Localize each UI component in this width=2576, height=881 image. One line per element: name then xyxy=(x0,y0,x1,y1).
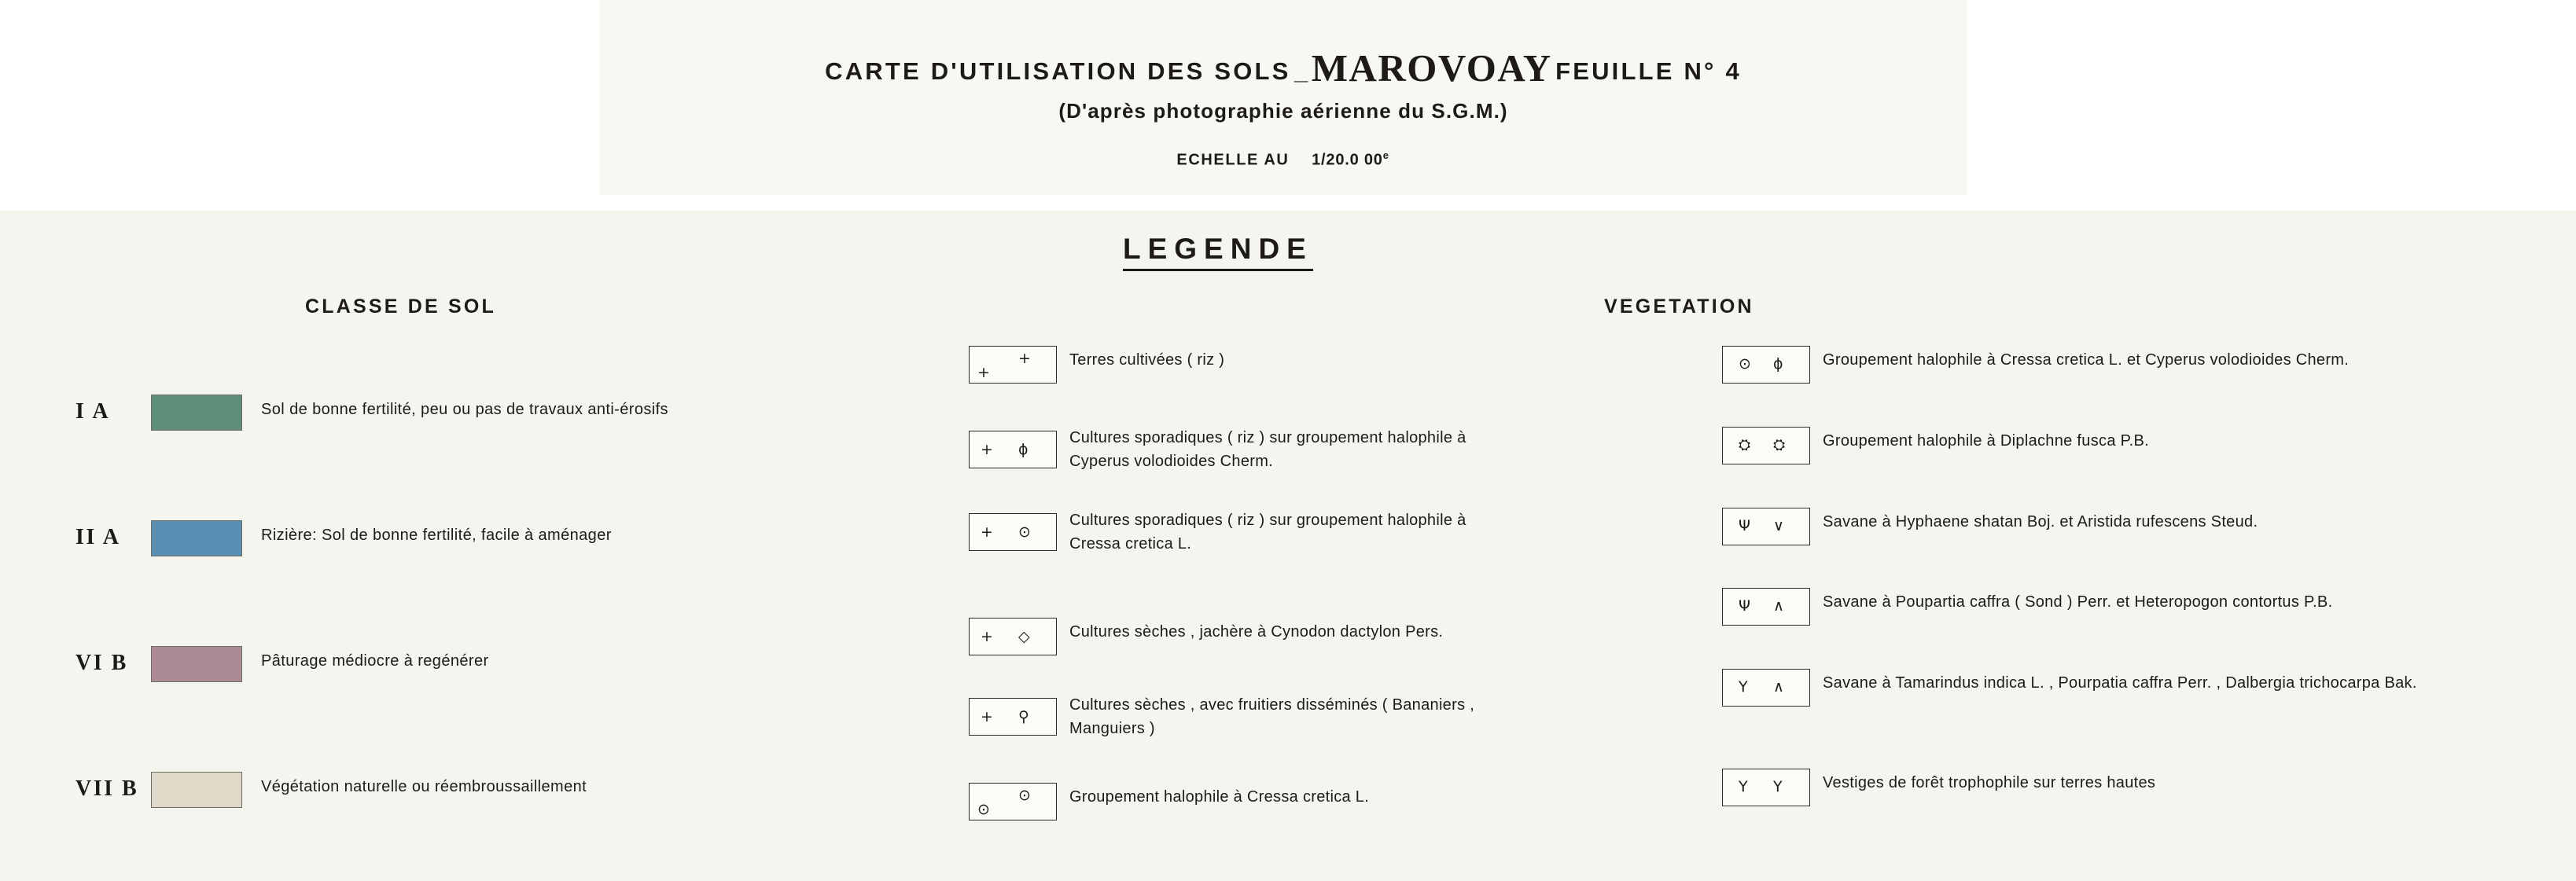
landuse-description xyxy=(1069,508,1466,556)
landuse-symbol-box xyxy=(969,431,1057,468)
legend-heading: LEGENDE xyxy=(1123,233,1313,271)
vegetation-symbol-glyph-left: Υ xyxy=(1739,778,1748,795)
vegetation-symbol-glyph-right: Υ xyxy=(1773,778,1783,795)
vegetation-symbol-box xyxy=(1722,669,1810,707)
soil-class-code: II A xyxy=(75,525,121,549)
soil-color-swatch xyxy=(151,520,242,556)
map-title-main xyxy=(599,46,1967,90)
landuse-symbol-glyph-right: + xyxy=(1018,350,1031,367)
landuse-symbol-box xyxy=(969,618,1057,655)
landuse-description: Terres cultivées ( riz ) xyxy=(1069,351,1225,369)
soil-color-swatch xyxy=(151,772,242,808)
vegetation-symbol-glyph-right: ⛭ xyxy=(1773,436,1786,453)
vegetation-symbol-box xyxy=(1722,346,1810,384)
landuse-symbol-glyph-left: ⊙ xyxy=(977,801,990,818)
landuse-symbol-glyph-left: + xyxy=(981,523,993,541)
vegetation-symbol-glyph-left: Ψ xyxy=(1739,517,1750,534)
landuse-symbol-glyph-left: + xyxy=(981,708,993,725)
soil-color-swatch xyxy=(151,395,242,431)
vegetation-symbol-box xyxy=(1722,508,1810,545)
soil-class-description: Rizière: Sol de bonne fertilité, facile à aménager xyxy=(261,527,612,544)
vegetation-description: Vestiges de forêt trophophile sur terres hautes xyxy=(1823,774,2156,791)
landuse-description: Cultures sèches , jachère à Cynodon dactylon Pers. xyxy=(1069,623,1444,641)
landuse-symbol-box xyxy=(969,346,1057,384)
legend-soil-row xyxy=(75,769,940,816)
vegetation-description: Groupement halophile à Diplachne fusca P.B. xyxy=(1823,432,2150,450)
vegetation-column-heading: VEGETATION xyxy=(1604,296,1754,318)
soil-class-description: Pâturage médiocre à regénérer xyxy=(261,652,489,670)
vegetation-symbol-glyph-left: Ψ xyxy=(1739,597,1750,615)
map-title-block xyxy=(599,0,1967,195)
vegetation-symbol-box xyxy=(1722,588,1810,626)
landuse-symbol-glyph-right: ϕ xyxy=(1018,441,1029,458)
legend-soil-row xyxy=(75,517,940,564)
vegetation-symbol-glyph-right: ∧ xyxy=(1773,597,1784,615)
map-scale-exponent: e xyxy=(1382,149,1390,161)
soil-class-code: VI B xyxy=(75,651,128,675)
soil-class-code: VII B xyxy=(75,776,139,801)
landuse-description xyxy=(1069,426,1466,473)
vegetation-symbol-glyph-left: ⛭ xyxy=(1739,436,1751,453)
map-title-sheet: FEUILLE N° 4 xyxy=(1555,57,1742,85)
landuse-description-line1: Cultures sporadiques ( riz ) sur groupement halophile à xyxy=(1069,512,1466,529)
vegetation-description: Savane à Hyphaene shatan Boj. et Aristida rufescens Steud. xyxy=(1823,513,2258,530)
vegetation-description: Groupement halophile à Cressa cretica L. et Cyperus volodioides Cherm. xyxy=(1823,351,2350,369)
soil-class-description: Végétation naturelle ou réembroussaillement xyxy=(261,778,587,795)
soil-class-code: I A xyxy=(75,399,111,424)
landuse-symbol-glyph-left: + xyxy=(981,441,993,458)
legend-panel xyxy=(0,211,2576,881)
legend-soil-row xyxy=(75,643,940,690)
landuse-symbol-glyph-right: ⚲ xyxy=(1018,708,1029,725)
map-scale-label: ECHELLE AU xyxy=(1176,151,1290,169)
soil-class-description: Sol de bonne fertilité, peu ou pas de travaux anti-érosifs xyxy=(261,401,668,418)
map-scale-value: 1/20.0 00 xyxy=(1312,151,1383,169)
soil-color-swatch xyxy=(151,646,242,682)
landuse-description-line1: Cultures sporadiques ( riz ) sur groupement halophile à xyxy=(1069,429,1466,446)
map-scale-line xyxy=(599,149,1967,170)
landuse-description xyxy=(1069,693,1474,740)
landuse-description: Groupement halophile à Cressa cretica L. xyxy=(1069,788,1370,806)
landuse-symbol-box xyxy=(969,513,1057,551)
vegetation-symbol-box xyxy=(1722,769,1810,806)
landuse-symbol-glyph-left: + xyxy=(977,364,990,381)
landuse-description-line2: Cyperus volodioides Cherm. xyxy=(1069,453,1274,470)
landuse-description-line2: Cressa cretica L. xyxy=(1069,535,1192,552)
landuse-symbol-box xyxy=(969,698,1057,736)
landuse-symbol-glyph-right: ◇ xyxy=(1018,628,1030,645)
vegetation-symbol-glyph-right: ϕ xyxy=(1773,355,1783,373)
landuse-symbol-glyph-right: ⊙ xyxy=(1018,787,1031,804)
legend-soil-row xyxy=(75,391,940,439)
landuse-symbol-glyph-right: ⊙ xyxy=(1018,523,1031,541)
map-title-dash: _ xyxy=(1294,57,1308,85)
vegetation-symbol-glyph-right: ∧ xyxy=(1773,678,1784,696)
landuse-description-line2: Manguiers ) xyxy=(1069,720,1155,737)
landuse-description-line1: Cultures sèches , avec fruitiers disséminés ( Bananiers , xyxy=(1069,696,1475,714)
soil-class-column-heading: CLASSE DE SOL xyxy=(305,296,497,318)
vegetation-symbol-glyph-left: Υ xyxy=(1739,678,1748,696)
map-title-prefix: CARTE D'UTILISATION DES SOLS xyxy=(825,57,1291,85)
landuse-symbol-glyph-left: + xyxy=(981,628,993,645)
vegetation-symbol-glyph-right: ∨ xyxy=(1773,517,1784,534)
vegetation-symbol-box xyxy=(1722,427,1810,464)
map-title-source: (D'après photographie aérienne du S.G.M.) xyxy=(1058,99,1508,123)
landuse-symbol-box xyxy=(969,783,1057,820)
vegetation-description: Savane à Tamarindus indica L. , Pourpatia caffra Perr. , Dalbergia trichocarpa Bak. xyxy=(1823,674,2417,692)
vegetation-description: Savane à Poupartia caffra ( Sond ) Perr. et Heteropogon contortus P.B. xyxy=(1823,593,2333,611)
vegetation-symbol-glyph-left: ⊙ xyxy=(1739,355,1751,373)
map-title-place: MAROVOAY xyxy=(1311,46,1552,90)
